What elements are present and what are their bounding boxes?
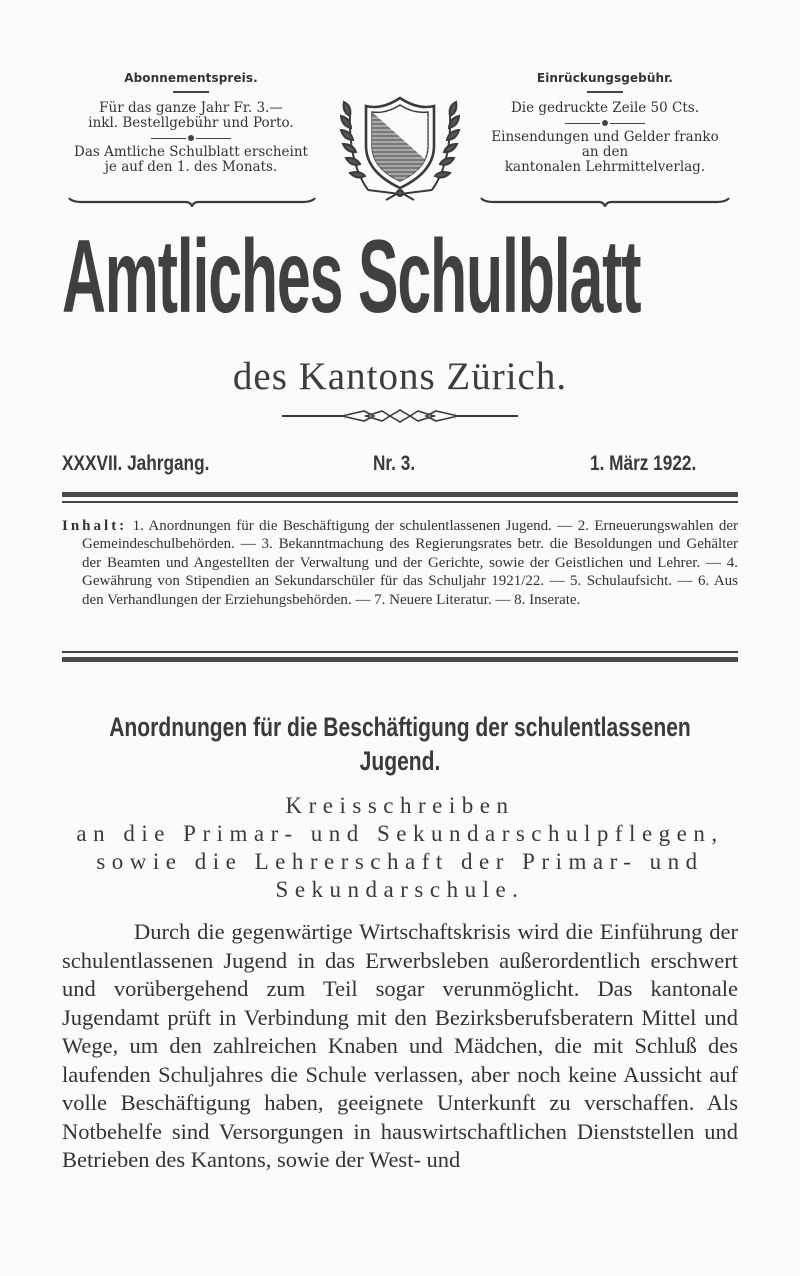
publication-note: Das Amtliche Schulblatt erscheint — [74, 144, 308, 161]
advertising-title: Einrückungsgebühr. — [536, 71, 674, 85]
ornament-divider — [282, 408, 518, 424]
dot-divider — [151, 135, 231, 141]
subscription-title: Abonnementspreis. — [124, 71, 258, 85]
submission-note: Einsendungen und Gelder franko — [491, 129, 719, 146]
brace-left — [68, 197, 316, 207]
circular-recipients-3: Sekundarschule. — [275, 877, 525, 902]
subscription-price: Für das ganze Jahr Fr. 3.— — [99, 99, 283, 116]
advertising-box — [470, 72, 740, 175]
submission-recipient: kantonalen Lehrmittelverlag. — [504, 159, 706, 176]
publication-schedule: je auf den 1. des Monats. — [104, 159, 278, 176]
contents-label: Inhalt: — [62, 518, 128, 534]
divider — [587, 91, 623, 93]
circular-recipients-1: an die Primar- und Sekundarschulpflegen, — [76, 821, 724, 846]
submission-note-2: an den — [581, 144, 629, 161]
subscription-box — [60, 72, 322, 175]
masthead-title: Amtliches Schulblatt — [62, 219, 641, 335]
dot-divider — [565, 120, 645, 126]
coat-of-arms-icon — [338, 92, 462, 204]
article-title-line1: Anordnungen für die Beschäftigung der schulentlassenen — [109, 712, 691, 742]
brace-right — [480, 197, 730, 207]
contents-text: 1. Anordnungen für die Beschäftigung der schulentlassenen Jugend. — 2. Erneuerungswahlen der Gemeindeschulbehörden. — 3. Bekanntmachung des Regierungsrates betr. die Besoldungen und Gehälter der Beamten und Angestellten der Verwaltung und der Gerichte, sowie der Geistlichen und Lehrer. — 4. Gewährung von Stipendien an Sekundarschüler für das Schuljahr 1921/22. — 5. Schulaufsicht. — 6. Aus den Verhandlungen der Erziehungsbehörden. — 7. Neuere Literatur. — 8. Inserate. — [82, 518, 739, 608]
subscription-note: inkl. Bestellgebühr und Porto. — [88, 115, 294, 132]
advertising-price: Die gedruckte Zeile 50 Cts. — [510, 99, 700, 116]
table-of-contents — [62, 517, 738, 609]
double-rule-top — [62, 492, 738, 503]
masthead-subtitle: des Kantons Zürich. — [232, 355, 568, 398]
divider — [173, 91, 209, 93]
article-title — [10, 710, 790, 778]
double-rule-bottom — [62, 651, 738, 662]
article-title-line2: Jugend. — [359, 746, 441, 776]
circular-heading — [0, 792, 800, 904]
circular-recipients-2: sowie die Lehrerschaft der Primar- und — [96, 849, 704, 874]
body-paragraph: Durch die gegenwärtige Wirtschaftskrisis wird die Einführung der schulentlassenen Jugend in das Erwerbsleben außerordentlich erschwert und vorübergehend zum Teil sogar verunmöglicht. Das kantonale Jugendamt prüft in Verbindung mit den Bezirksberufsberatern Mittel und Wege, um den zahlreichen Knaben und Mädchen, die mit Schluß des laufenden Schuljahres die Schule verlassen, aber noch keine Aussicht auf volle Beschäftigung haben, geeignete Unterkunft zu verschaffen. Als Notbehelfe sind Versorgungen in hauswirtschaftlichen Dienststellen und Betrieben des Kantons, sowie der West- und — [62, 919, 738, 1172]
circular-title: Kreisschreiben — [285, 793, 515, 818]
volume-label: XXXVII. Jahrgang. — [62, 452, 210, 475]
issue-date: 1. März 1922. — [590, 452, 697, 475]
article-body — [62, 918, 738, 1175]
issue-number: Nr. 3. — [373, 452, 416, 475]
